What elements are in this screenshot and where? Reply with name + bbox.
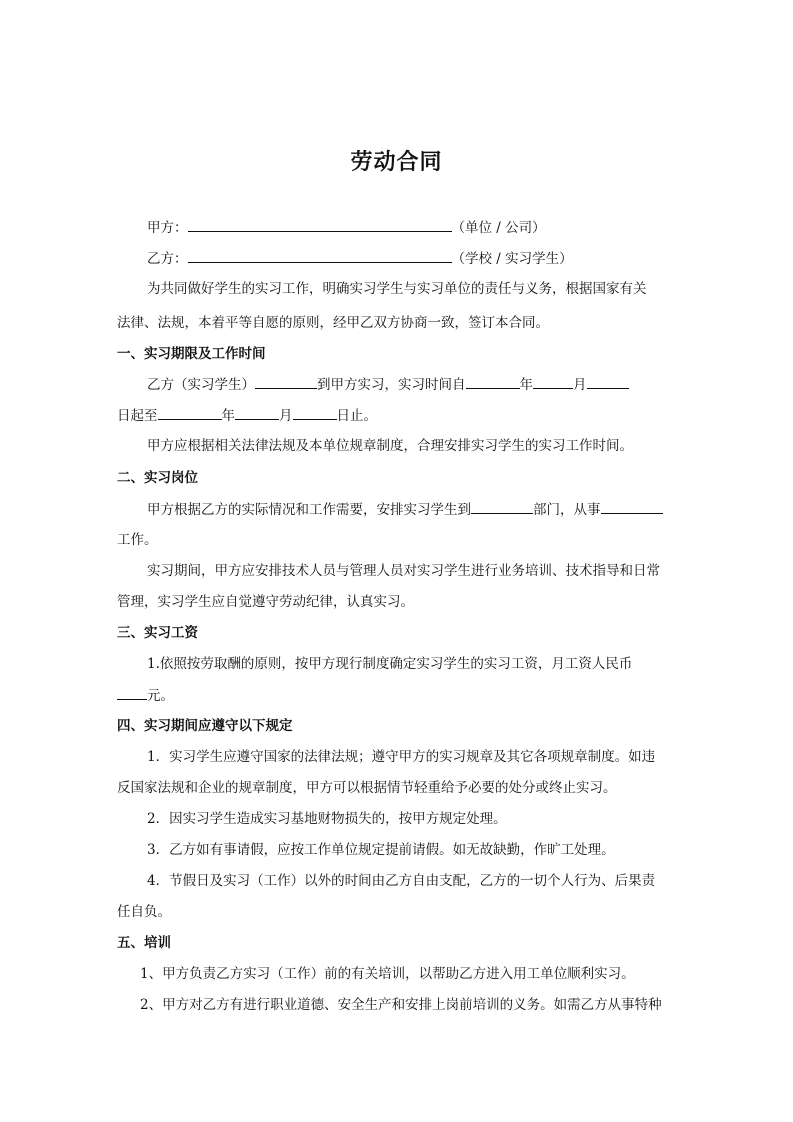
- party-a-suffix: （单位 / 公司）: [451, 220, 546, 236]
- period-text-a: 乙方（实习学生）: [147, 377, 255, 393]
- period-duration-blank[interactable]: [255, 374, 317, 389]
- intro-line-1: 为共同做好学生的实习工作，明确实习学生与实习单位的责任与义务，根据国家有关: [147, 281, 647, 297]
- end-month-label: 月: [279, 408, 293, 424]
- rule-item-3: 3．乙方如有事请假，应按工作单位规定提前请假。如无故缺勤，作旷工处理。: [147, 842, 615, 858]
- rule-item-1b: 反国家法规和企业的规章制度，甲方可以根据情节轻重给予必要的处分或终止实习。: [117, 780, 617, 796]
- party-a-name-blank[interactable]: [188, 217, 452, 232]
- section-4-heading: 四、实习期间应遵守以下规定: [117, 718, 293, 734]
- section-3-wage-line: 1.依照按劳取酬的原则，按甲方现行制度确定实习学生的实习工资，月工资人民币: [147, 656, 633, 672]
- start-month-blank[interactable]: [533, 374, 573, 389]
- month-label: 月: [573, 377, 587, 393]
- party-b-suffix: （学校 / 实习学生）: [451, 251, 573, 267]
- section-3-heading: 三、实习工资: [117, 625, 198, 641]
- period-text-b: 到甲方实习，实习时间自: [317, 377, 466, 393]
- section-2-paragraph-2a: 实习期间，甲方应安排技术人员与管理人员对实习学生进行业务培训、技术指导和日常: [147, 563, 660, 579]
- training-item-1: 1、甲方负责乙方实习（工作）前的有关培训，以帮助乙方进入用工单位顺利实习。: [140, 966, 635, 982]
- job-blank[interactable]: [601, 499, 663, 514]
- party-a-label: 甲方：: [147, 220, 188, 236]
- section-2-paragraph-2b: 管理，实习学生应自觉遵守劳动纪律，认真实习。: [117, 594, 414, 610]
- section-5-heading: 五、培训: [117, 935, 171, 951]
- post-text-b: 部门，从事: [533, 502, 601, 518]
- training-item-2: 2、甲方对乙方有进行职业道德、安全生产和安排上岗前培训的义务。如需乙方从事特种: [140, 997, 662, 1013]
- post-text-a: 甲方根据乙方的实际情况和工作需要，安排实习学生到: [147, 502, 471, 518]
- rule-item-1a: 1．实习学生应遵守国家的法律法规；遵守甲方的实习规章及其它各项规章制度。如违: [147, 749, 656, 765]
- end-month-blank[interactable]: [235, 405, 279, 420]
- rule-item-4b: 任自负。: [117, 904, 171, 920]
- section-2-heading: 二、实习岗位: [117, 470, 198, 486]
- start-day-blank[interactable]: [587, 374, 629, 389]
- end-year-label: 年: [221, 408, 235, 424]
- party-b-line: [147, 248, 677, 269]
- section-1-heading: 一、实习期限及工作时间: [117, 346, 266, 362]
- end-day-label: 日止。: [336, 408, 377, 424]
- end-day-blank[interactable]: [293, 405, 337, 420]
- section-3-wage-line-end: [117, 685, 677, 706]
- section-2-post-line: [147, 499, 677, 520]
- section-2-post-line-end: 工作。: [117, 532, 158, 548]
- monthly-wage-blank[interactable]: [117, 685, 147, 700]
- end-text: 日起至: [117, 408, 158, 424]
- party-b-name-blank[interactable]: [188, 248, 452, 263]
- document-title: 劳动合同: [350, 150, 443, 175]
- end-year-blank[interactable]: [158, 405, 222, 420]
- rule-item-2: 2．因实习学生造成实习基地财物损失的，按甲方规定处理。: [147, 811, 507, 827]
- section-1-period-line: [147, 374, 677, 395]
- party-a-line: [147, 217, 677, 238]
- party-b-label: 乙方：: [147, 251, 188, 267]
- start-year-blank[interactable]: [466, 374, 520, 389]
- section-1-paragraph-2: 甲方应根据相关法律法规及本单位规章制度，合理安排实习学生的实习工作时间。: [147, 438, 633, 454]
- intro-line-2: 法律、法规，本着平等自愿的原则，经甲乙双方协商一致，签订本合同。: [117, 315, 549, 331]
- wage-unit: 元。: [147, 688, 174, 704]
- section-1-end-line: [117, 405, 677, 426]
- department-blank[interactable]: [471, 499, 533, 514]
- year-label: 年: [519, 377, 533, 393]
- rule-item-4a: 4．节假日及实习（工作）以外的时间由乙方自由支配，乙方的一切个人行为、后果责: [147, 873, 656, 889]
